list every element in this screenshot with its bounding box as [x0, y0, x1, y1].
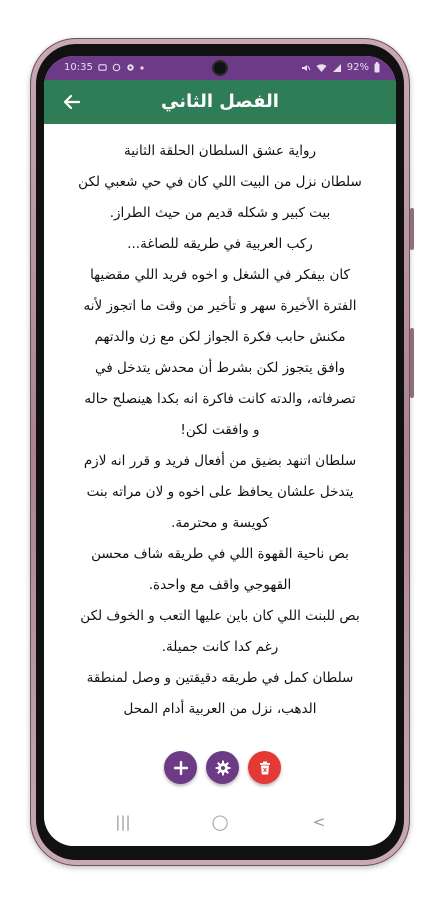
text-line: الفترة الأخيرة سهر و تأخير من وقت ما اتجوز لأنه — [83, 298, 357, 314]
screen — [44, 56, 396, 846]
plus-icon — [174, 761, 188, 775]
recents-button[interactable]: ||| — [115, 813, 131, 831]
back-button[interactable] — [60, 90, 84, 114]
message-icon — [98, 63, 107, 72]
power-button — [410, 208, 414, 250]
text-line: بص للبنت اللي كان باين عليها التعب و الخوف لكن — [80, 608, 360, 624]
nav-back-button[interactable]: < — [312, 813, 326, 831]
text-line: رغم كدا كانت جميلة. — [161, 639, 279, 655]
arrow-back-icon — [63, 93, 81, 111]
status-bar — [44, 56, 396, 80]
battery-icon — [374, 62, 380, 73]
text-line: وافق يتجوز لكن بشرط أن محدش يتدخل في — [94, 360, 345, 376]
text-line: ركب العربية في طريقه للصاغة... — [127, 236, 313, 252]
text-line: تصرفاته، والدته كانت فاكرة انه بكدا هينصلح حاله — [84, 391, 356, 407]
status-time: 10:35 — [64, 62, 93, 73]
status-right — [301, 62, 380, 73]
text-line: رواية عشق السلطان الحلقة الثانية — [123, 143, 317, 159]
whatsapp-icon — [112, 63, 121, 72]
action-buttons — [164, 751, 294, 785]
text-line: و وافقت لكن! — [180, 422, 260, 438]
front-camera — [212, 60, 228, 76]
text-line: بيت كبير و شكله قديم من حيث الطراز. — [109, 205, 331, 221]
settings-icon — [126, 63, 135, 72]
text-line: سلطان نزل من البيت اللي كان في حي شعبي لكن — [78, 174, 362, 190]
app-bar — [44, 80, 396, 124]
trash-icon — [259, 761, 271, 775]
text-line: القهوجي واقف مع واحدة. — [148, 577, 292, 593]
status-left — [64, 62, 144, 73]
text-line: مكنش حابب فكرة الجواز لكن مع زن والدتهم — [94, 329, 346, 345]
settings-button[interactable] — [206, 751, 239, 784]
text-line: الدهب، نزل من العربية أدام المحل — [123, 701, 317, 717]
text-line: كويسة و محترمة. — [171, 515, 269, 531]
mute-icon — [301, 63, 311, 73]
volume-button — [410, 328, 414, 398]
text-line: سلطان اتنهد بضيق من أفعال فريد و قرر انه لازم — [83, 453, 357, 469]
text-line: سلطان كمل في طريقه دقيقتين و وصل لمنطقة — [86, 670, 354, 686]
gear-icon — [215, 760, 231, 776]
text-line: بص ناحية القهوة اللي في طريقه شاف محسن — [91, 546, 349, 562]
navigation-bar — [44, 800, 396, 846]
wifi-icon — [316, 63, 327, 73]
page-title: الفصل الثاني — [161, 91, 279, 112]
home-button[interactable]: ◯ — [211, 813, 229, 831]
phone-frame — [30, 38, 410, 866]
text-line: يتدخل علشان يحافظ على اخوه و لان مراته بنت — [86, 484, 354, 500]
dot-icon — [140, 66, 144, 70]
chapter-text — [50, 136, 390, 725]
add-button[interactable] — [164, 751, 197, 784]
phone-bezel — [36, 44, 404, 860]
text-line: كان بيفكر في الشغل و اخوه فريد اللي مقضيها — [90, 267, 350, 283]
signal-icon — [332, 63, 342, 73]
battery-percent: 92% — [346, 62, 369, 73]
delete-button[interactable] — [248, 751, 281, 784]
